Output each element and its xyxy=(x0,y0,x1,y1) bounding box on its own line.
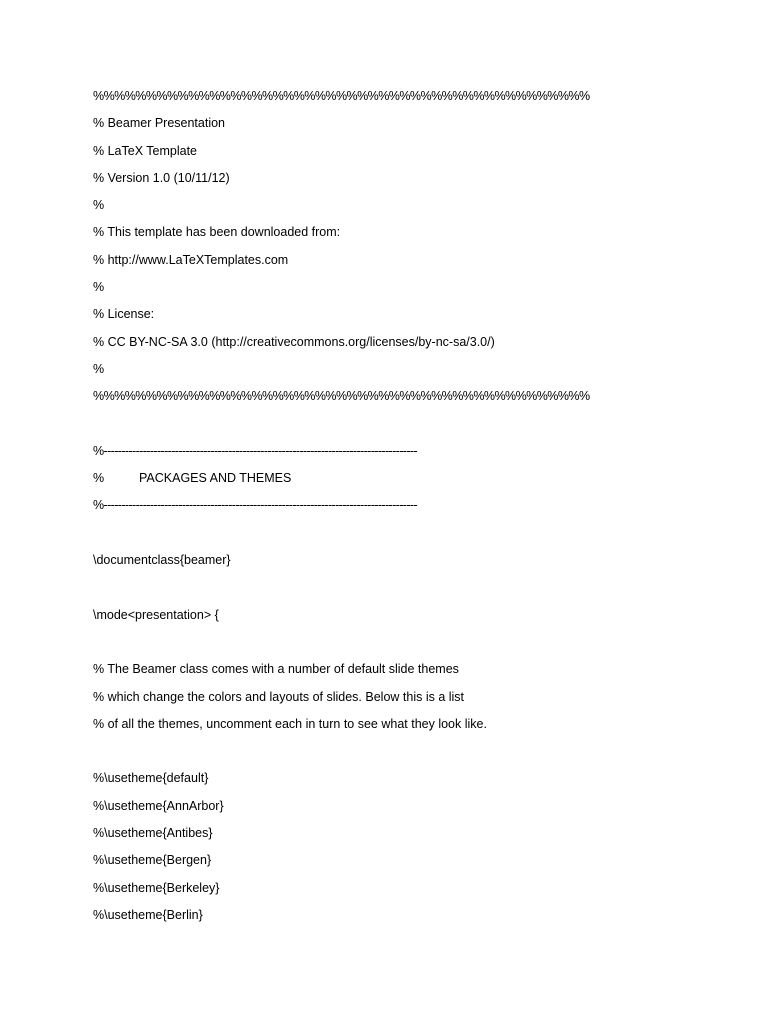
code-usetheme: %\usetheme{Berkeley} xyxy=(93,880,220,895)
comment-license-label: % License: xyxy=(93,307,155,322)
code-usetheme: %\usetheme{AnnArbor} xyxy=(93,798,224,813)
comment-license: % CC BY-NC-SA 3.0 (http://creativecommons.org/licenses/by-nc-sa/3.0/) xyxy=(93,334,495,349)
code-mode: \mode<presentation> { xyxy=(93,607,219,622)
comment-subtitle: % LaTeX Template xyxy=(93,143,197,158)
code-usetheme: %\usetheme{Antibes} xyxy=(93,826,213,841)
comment-version: % Version 1.0 (10/11/12) xyxy=(93,170,230,185)
comment-blank: % xyxy=(93,280,105,295)
code-usetheme: %\usetheme{Bergen} xyxy=(93,853,212,868)
blank-line xyxy=(93,415,733,442)
comment-url: % http://www.LaTeXTemplates.com xyxy=(93,252,289,267)
comment-themes-1: % The Beamer class comes with a number of default slide themes xyxy=(93,662,459,677)
section-rule-top: %---------------------------------------------------------------------------------------- xyxy=(93,443,418,458)
document-body xyxy=(93,87,733,933)
blank-line xyxy=(93,742,733,769)
section-heading xyxy=(93,469,733,496)
blank-line xyxy=(93,633,733,660)
comment-downloaded: % This template has been downloaded from: xyxy=(93,225,341,240)
section-rule-bottom: %---------------------------------------------------------------------------------------- xyxy=(93,498,418,513)
comment-blank: % xyxy=(93,198,105,213)
comment-themes-3: % of all the themes, uncomment each in turn to see what they look like. xyxy=(93,716,487,731)
header-rule-bottom: %%%%%%%%%%%%%%%%%%%%%%%%%%%%%%%%%%%%%%%%%%%%%%% xyxy=(93,389,590,404)
section-heading-text: PACKAGES AND THEMES xyxy=(139,471,292,486)
blank-line xyxy=(93,578,733,605)
header-rule-top: %%%%%%%%%%%%%%%%%%%%%%%%%%%%%%%%%%%%%%%%%%%%%%% xyxy=(93,89,590,103)
section-prefix: % xyxy=(93,471,105,486)
comment-themes-2: % which change the colors and layouts of slides. Below this is a list xyxy=(93,689,465,704)
code-usetheme: %\usetheme{Berlin} xyxy=(93,907,203,922)
comment-title: % Beamer Presentation xyxy=(93,116,226,131)
blank-line xyxy=(93,524,733,551)
code-documentclass: \documentclass{beamer} xyxy=(93,553,231,568)
code-usetheme: %\usetheme{default} xyxy=(93,771,209,786)
comment-blank: % xyxy=(93,361,105,376)
